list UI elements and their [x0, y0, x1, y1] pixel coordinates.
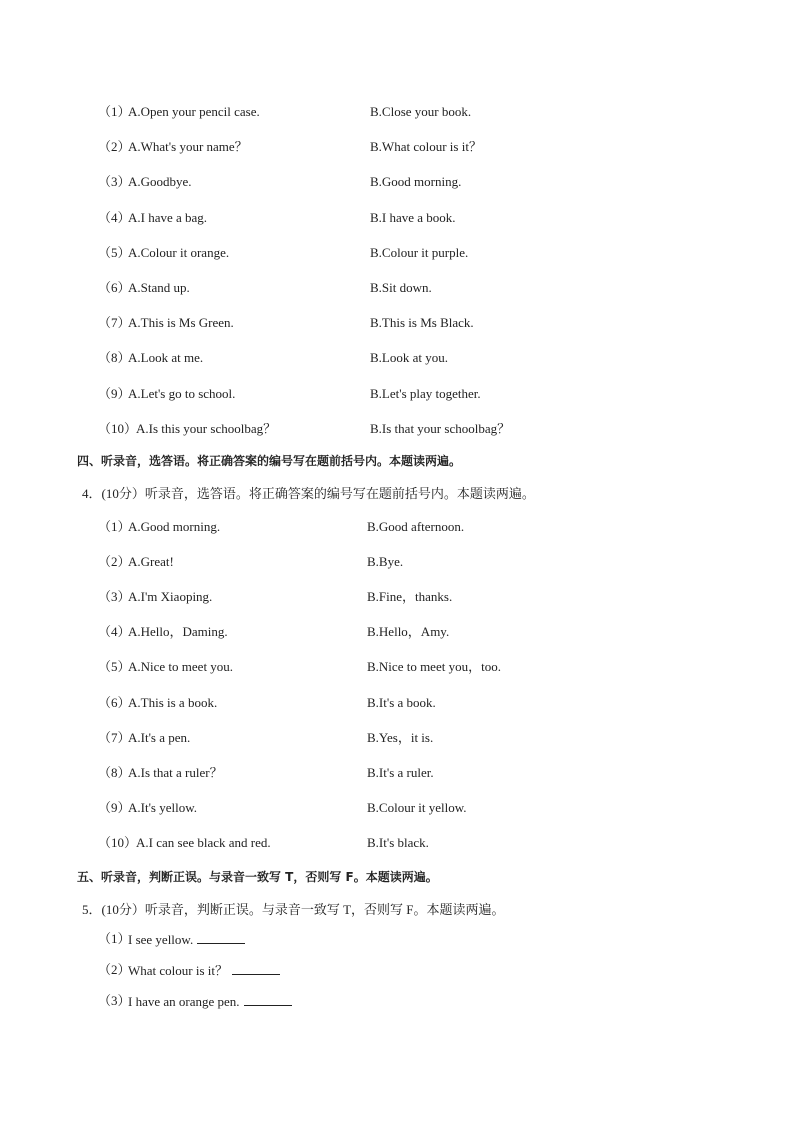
- option-a: A.It's a pen.: [128, 729, 191, 745]
- item-number: （9）: [98, 385, 131, 401]
- item-number: （7）: [98, 729, 131, 745]
- question-row: [0, 657, 794, 677]
- true-false-row: [0, 960, 794, 980]
- statement-text: I see yellow.: [128, 932, 194, 947]
- option-a: A.Is that a ruler？: [128, 764, 223, 780]
- item-number: （3）: [98, 993, 131, 1008]
- question-row: [0, 763, 794, 783]
- option-b: B.Is that your schoolbag？: [370, 420, 511, 436]
- item-number: （8）: [98, 350, 131, 366]
- question-row: [0, 313, 794, 333]
- answer-blank[interactable]: [197, 929, 245, 944]
- question-row: [0, 552, 794, 572]
- item-number: （5）: [98, 659, 131, 675]
- option-a: A.Look at me.: [128, 350, 204, 366]
- option-b: B.Hello，Amy.: [367, 624, 450, 640]
- item-number: （1）: [98, 104, 131, 119]
- option-a: A.Goodbye.: [128, 174, 192, 190]
- option-b: B.It's a ruler.: [367, 764, 434, 780]
- item-number: （2）: [98, 139, 131, 155]
- option-b: B.I have a book.: [370, 209, 456, 225]
- question-row: [0, 278, 794, 298]
- item-number: （5）: [98, 244, 131, 260]
- question-row: [0, 693, 794, 713]
- item-number: （4）: [98, 624, 131, 640]
- option-a: A.I have a bag.: [128, 209, 208, 225]
- option-b: B.Colour it yellow.: [367, 799, 467, 815]
- option-b: B.Colour it purple.: [370, 244, 469, 260]
- question-row: [0, 798, 794, 818]
- section5-question: 5．(10分）听录音，判断正误。与录音一致写 T，否则写 F。本题读两遍。: [82, 902, 505, 917]
- option-b: B.Good afternoon.: [367, 519, 465, 534]
- true-false-row: [0, 991, 794, 1011]
- option-a: A.I can see black and red.: [136, 834, 271, 850]
- question-row: [0, 348, 794, 368]
- question-row: [0, 587, 794, 607]
- item-number: （1）: [98, 519, 131, 534]
- option-a: A.This is Ms Green.: [128, 315, 234, 331]
- section4-question: 4．(10分）听录音，选答语。将正确答案的编号写在题前括号内。本题读两遍。: [82, 486, 535, 501]
- option-a: A.Is this your schoolbag？: [136, 420, 277, 436]
- item-number: （3）: [98, 174, 131, 190]
- option-a: A.Good morning.: [128, 519, 221, 534]
- option-a: A.Hello，Daming.: [128, 624, 228, 640]
- question-row: [0, 622, 794, 642]
- option-b: B.What colour is it？: [370, 139, 482, 155]
- item-number: （10）: [98, 420, 138, 436]
- item-number: （7）: [98, 315, 131, 331]
- option-a: A.It's yellow.: [128, 799, 198, 815]
- item-number: （2）: [98, 554, 131, 570]
- item-number: （9）: [98, 799, 131, 815]
- option-a: A.Stand up.: [128, 280, 190, 295]
- option-a: A.I'm Xiaoping.: [128, 589, 213, 605]
- section4-heading: 四、听录音，选答语。将正确答案的编号写在题前括号内。本题读两遍。: [77, 454, 462, 468]
- statement-text: I have an orange pen.: [128, 994, 240, 1009]
- option-b: B.Sit down.: [370, 280, 432, 295]
- item-number: （4）: [98, 209, 131, 225]
- answer-blank[interactable]: [232, 960, 280, 975]
- section5-heading: 五、听录音，判断正误。与录音一致写 T，否则写 F。本题读两遍。: [77, 870, 438, 884]
- question-row: [0, 419, 794, 439]
- item-number: （3）: [98, 589, 131, 605]
- item-number: （1）: [98, 931, 131, 946]
- option-a: A.Open your pencil case.: [128, 104, 260, 119]
- option-b: B.Look at you.: [370, 350, 448, 366]
- question-row: [0, 517, 794, 537]
- option-b: B.It's black.: [367, 834, 429, 850]
- option-a: A.What's your name？: [128, 139, 248, 155]
- option-a: A.Let's go to school.: [128, 385, 236, 401]
- question-row: [0, 208, 794, 228]
- question-row: [0, 102, 794, 122]
- question-row: [0, 243, 794, 263]
- true-false-row: [0, 929, 794, 949]
- option-b: B.Bye.: [367, 554, 404, 570]
- option-b: B.This is Ms Black.: [370, 315, 474, 331]
- option-a: A.This is a book.: [128, 694, 218, 710]
- option-b: B.Nice to meet you，too.: [367, 659, 501, 675]
- item-number: （6）: [98, 280, 131, 295]
- option-b: B.Good morning.: [370, 174, 462, 190]
- option-b: B.Let's play together.: [370, 385, 481, 401]
- question-row: [0, 384, 794, 404]
- statement-text: What colour is it？: [128, 963, 229, 978]
- question-row: [0, 172, 794, 192]
- question-row: [0, 833, 794, 853]
- option-a: A.Nice to meet you.: [128, 659, 234, 675]
- option-b: B.Close your book.: [370, 104, 472, 119]
- option-a: A.Great!: [128, 554, 174, 570]
- question-row: [0, 137, 794, 157]
- item-number: （6）: [98, 694, 131, 710]
- item-number: （2）: [98, 962, 131, 977]
- option-b: B.Fine，thanks.: [367, 589, 453, 605]
- answer-blank[interactable]: [244, 991, 292, 1006]
- option-b: B.It's a book.: [367, 694, 436, 710]
- item-number: （10）: [98, 834, 138, 850]
- option-b: B.Yes，it is.: [367, 729, 434, 745]
- question-row: [0, 728, 794, 748]
- item-number: （8）: [98, 764, 131, 780]
- option-a: A.Colour it orange.: [128, 244, 230, 260]
